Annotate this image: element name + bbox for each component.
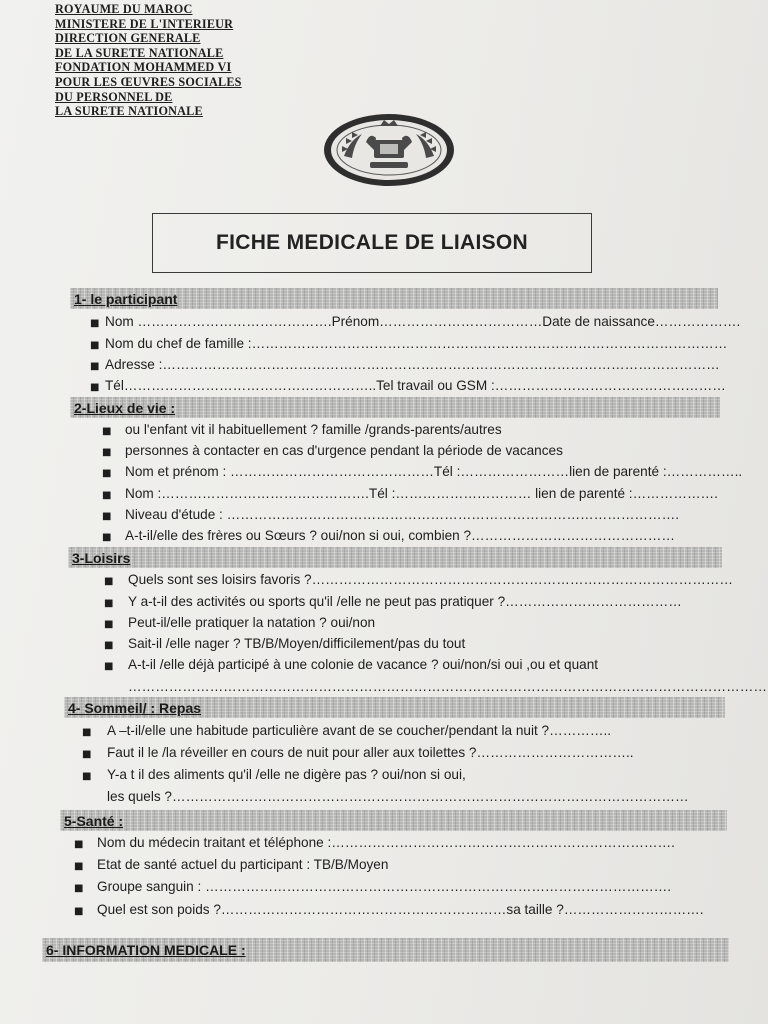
bullet-icon: ■ [102,468,112,479]
section-header-participant [70,288,718,309]
header-line: DE LA SURETE NATIONALE [55,45,224,60]
section-heading: 4- Sommeil/ : Repas [68,699,202,716]
issuer-header [55,2,242,119]
header-line: LA SURETE NATIONALE [55,104,203,119]
bullet-icon: ■ [74,839,84,850]
bullet-icon: ■ [90,318,100,329]
section-header-lieux-de-vie [70,397,720,418]
bullet-icon: ■ [104,619,114,630]
bullet-icon: ■ [82,727,92,738]
form-question-line[interactable]: ou l'enfant vit il habituellement ? famille /grands-parents/autres [125,422,502,437]
bullet-icon: ■ [90,361,100,372]
header-line: DU PERSONNEL DE [55,89,173,104]
bullet-icon: ■ [104,598,114,609]
form-question-line[interactable]: personnes à contacter en cas d'urgence pendant la période de vacances [125,443,563,458]
form-field-line[interactable]: Groupe sanguin : …………………………………………………………………………………………. [97,879,672,894]
header-line: MINISTERE DE L'INTERIEUR [55,16,234,31]
bullet-icon: ■ [104,576,114,587]
section-heading: 1- le participant [74,290,178,307]
form-field-line[interactable]: Nom :……………………………………….Tél :………………………… lien de parenté :………………. [125,486,718,501]
form-question-line[interactable]: A –t-il/elle une habitude particulière avant de se coucher/pendant la nuit ?………….. [107,723,612,738]
form-field-line[interactable]: Nom …………………………………….Prénom………………………………Date de naissance………………. [105,314,741,329]
form-question-line[interactable]: Quels sont ses loisirs favoris ?………………………………………………………………………………… [128,572,733,587]
emblem-seal-icon [322,112,456,188]
bullet-icon: ■ [104,661,114,672]
section-header-sommeil-repas [64,697,725,718]
bullet-icon: ■ [104,640,114,651]
form-question-line[interactable]: A-t-il/elle des frères ou Sœurs ? oui/non si oui, combien ?……………………………………… [125,528,675,543]
bullet-icon: ■ [74,861,84,872]
form-field-line[interactable]: Nom et prénom : ………………………………………Tél :……………………lien de parenté :…………….. [125,464,743,479]
title-box [152,213,592,273]
section-header-loisirs [68,547,722,568]
section-heading: 2-Lieux de vie : [74,399,176,416]
form-continuation-line[interactable]: …………………………………………………………………………………………………………………………… [128,679,767,694]
bullet-icon: ■ [90,382,100,393]
section-heading: 3-Loisirs [72,549,131,566]
header-line: DIRECTION GENERALE [55,31,201,46]
form-question-line[interactable]: Y-a t il des aliments qu'il /elle ne digère pas ? oui/non si oui, [107,767,466,782]
bullet-icon: ■ [82,771,92,782]
bullet-icon: ■ [90,340,100,351]
form-question-line[interactable]: Peut-il/elle pratiquer la natation ? oui/non [128,615,376,630]
form-question-line[interactable]: Sait-il /elle nager ? TB/B/Moyen/difficilement/pas du tout [128,636,466,651]
header-line: POUR LES ŒUVRES SOCIALES [55,74,242,89]
form-question-line[interactable]: A-t-il /elle déjà participé à une colonie de vacance ? oui/non/si oui ,ou et quant [128,657,599,672]
bullet-icon: ■ [102,532,112,543]
form-continuation-line[interactable]: les quels ?…………………………………………………………………………………………………… [107,789,689,804]
form-field-line[interactable]: Quel est son poids ?………………………………………………………sa taille ?…………………………. [97,902,704,917]
form-field-line[interactable]: Tél………………………………………………..Tel travail ou GSM :…………………………………………… [105,378,726,393]
bullet-icon: ■ [74,883,84,894]
bullet-icon: ■ [102,511,112,522]
header-line: ROYAUME DU MAROC [55,2,193,16]
form-field-line[interactable]: Nom du chef de famille :…………………………………………………………………………………………… [105,336,728,351]
section-header-information-medicale [42,938,729,962]
section-header-sante [60,810,727,831]
section-heading: 6- INFORMATION MEDICALE : [46,942,246,958]
header-line: FONDATION MOHAMMED VI [55,60,232,75]
form-question-line[interactable]: Etat de santé actuel du participant : TB/B/Moyen [97,857,389,872]
bullet-icon: ■ [74,906,84,917]
form-field-line[interactable]: Nom du médecin traitant et téléphone :…………………………………………………………………. [97,835,675,850]
form-question-line[interactable]: Y a-t-il des activités ou sports qu'il /elle ne peut pas pratiquer ?………………………………… [128,594,682,609]
form-field-line[interactable]: Niveau d'étude : ………………………………………………………………………………………. [125,507,679,522]
bullet-icon: ■ [102,426,112,437]
form-question-line[interactable]: Faut il le /la réveiller en cours de nuit pour aller aux toilettes ?…………………………….. [107,745,634,760]
section-heading: 5-Santé : [64,812,124,829]
bullet-icon: ■ [102,447,112,458]
bullet-icon: ■ [102,490,112,501]
bullet-icon: ■ [82,749,92,760]
document-title: FICHE MEDICALE DE LIAISON [215,231,528,254]
form-field-line[interactable]: Adresse :…………………………………………………………………………………………………………… [105,357,720,372]
